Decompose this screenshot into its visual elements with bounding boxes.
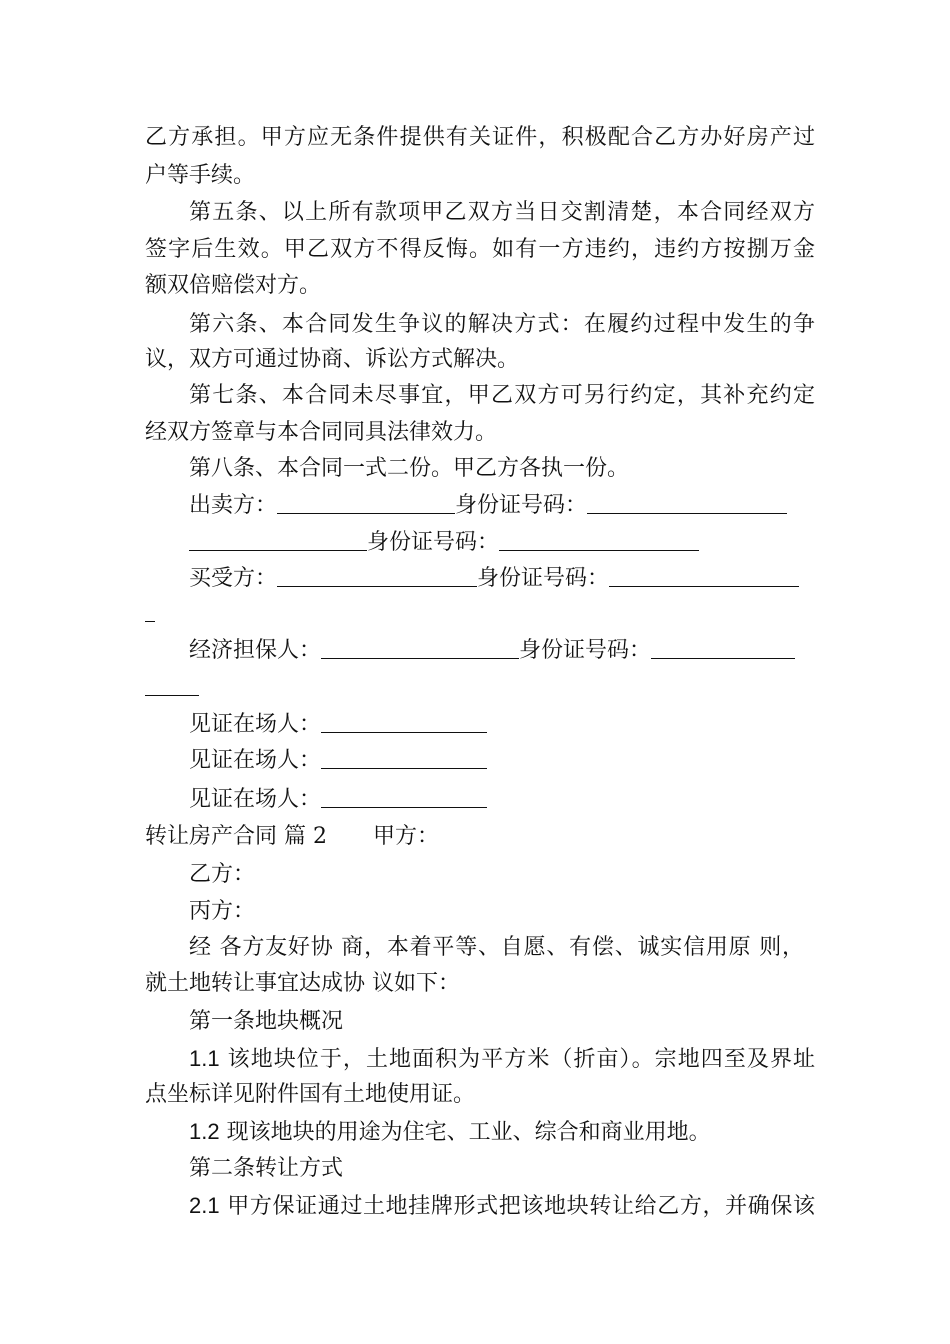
- article-7-line: 第七条、本合同未尽事宜，甲乙双方可另行约定，其补充约定: [189, 383, 815, 408]
- id-number-label: 身份证号码：: [367, 530, 500, 555]
- guarantor-signature-row: [189, 636, 815, 666]
- buyer-id-blank-tail[interactable]: [145, 599, 155, 622]
- id-number-label: 身份证号码：: [519, 638, 652, 663]
- clause-text: 甲方保证通过土地挂牌形式把该地块转让给乙方，并确保该: [219, 1194, 815, 1219]
- witness-blank[interactable]: [321, 785, 487, 808]
- witness-label: 见证在场人：: [189, 787, 322, 812]
- seller-label: 出卖方：: [189, 493, 278, 518]
- guarantor-blank-continuation: [145, 673, 815, 703]
- clause-1-1-line: [189, 1044, 815, 1074]
- seller-second-row: [189, 528, 859, 558]
- preamble-line: 就土地转让事宜达成协 议如下：: [145, 971, 460, 996]
- clause-text: 该地块位于，土地面积为平方米（折亩）。宗地四至及界址: [219, 1047, 815, 1072]
- buyer-label: 买受方：: [189, 566, 278, 591]
- second-seller-id-blank[interactable]: [499, 528, 699, 551]
- witness-blank[interactable]: [321, 710, 487, 733]
- party-c-label: 丙方：: [189, 899, 256, 924]
- article-5-line: 第五条、以上所有款项甲乙双方当日交割清楚，本合同经双方: [189, 200, 815, 225]
- paragraph-line: 经双方签章与本合同同具法律效力。: [145, 420, 498, 445]
- buyer-id-blank[interactable]: [609, 564, 799, 587]
- paragraph-line: 乙方承担。甲方应无条件提供有关证件，积极配合乙方办好房产过: [145, 125, 815, 150]
- witness-blank[interactable]: [321, 746, 487, 769]
- paragraph-line: 议，双方可通过协商、诉讼方式解决。: [145, 347, 520, 372]
- witness-row: [189, 710, 859, 740]
- buyer-signature-row: [189, 564, 815, 594]
- witness-row: [189, 746, 859, 776]
- guarantor-name-blank[interactable]: [321, 636, 519, 659]
- id-number-label: 身份证号码：: [477, 566, 610, 591]
- preamble-line: 经 各方友好协 商，本着平等、自愿、有偿、诚实信用原 则，: [189, 935, 804, 960]
- article-6-line: 第六条、本合同发生争议的解决方式：在履约过程中发生的争: [189, 312, 815, 337]
- witness-row: [189, 785, 859, 815]
- paragraph-line: 户等手续。: [145, 163, 256, 188]
- clause-text: 现该地块的用途为住宅、工业、综合和商业用地。: [219, 1120, 711, 1145]
- article-2-heading: 第二条转让方式: [189, 1156, 344, 1181]
- clause-2-1-line: [189, 1191, 815, 1221]
- witness-label: 见证在场人：: [189, 712, 322, 737]
- article-1-heading: 第一条地块概况: [189, 1009, 344, 1034]
- seller-id-blank[interactable]: [587, 491, 787, 514]
- seller-signature-row: [189, 491, 809, 521]
- guarantor-id-blank-tail[interactable]: [145, 673, 199, 696]
- second-seller-name-blank[interactable]: [189, 528, 367, 551]
- clause-number: 1.1: [189, 1046, 220, 1071]
- buyer-blank-continuation: [145, 599, 815, 629]
- id-number-label: 身份证号码：: [455, 493, 588, 518]
- clause-1-2-line: [189, 1117, 859, 1147]
- buyer-name-blank[interactable]: [277, 564, 477, 587]
- section-2-heading-row: [145, 822, 815, 852]
- witness-label: 见证在场人：: [189, 748, 322, 773]
- seller-name-blank[interactable]: [277, 491, 455, 514]
- paragraph-line: 额双倍赔偿对方。: [145, 273, 322, 298]
- clause-number: 2.1: [189, 1193, 220, 1218]
- section-2-title: 转让房产合同 篇 2: [145, 824, 327, 849]
- article-8-line: 第八条、本合同一式二份。甲乙方各执一份。: [189, 456, 630, 481]
- clause-number: 1.2: [189, 1119, 220, 1144]
- paragraph-line: 点坐标详见附件国有土地使用证。: [145, 1082, 476, 1107]
- party-a-label: 甲方：: [372, 824, 439, 849]
- guarantor-id-blank[interactable]: [651, 636, 795, 659]
- party-b-label: 乙方：: [189, 862, 256, 887]
- guarantor-label: 经济担保人：: [189, 638, 322, 663]
- paragraph-line: 签字后生效。甲乙双方不得反悔。如有一方违约，违约方按捌万金: [145, 237, 815, 262]
